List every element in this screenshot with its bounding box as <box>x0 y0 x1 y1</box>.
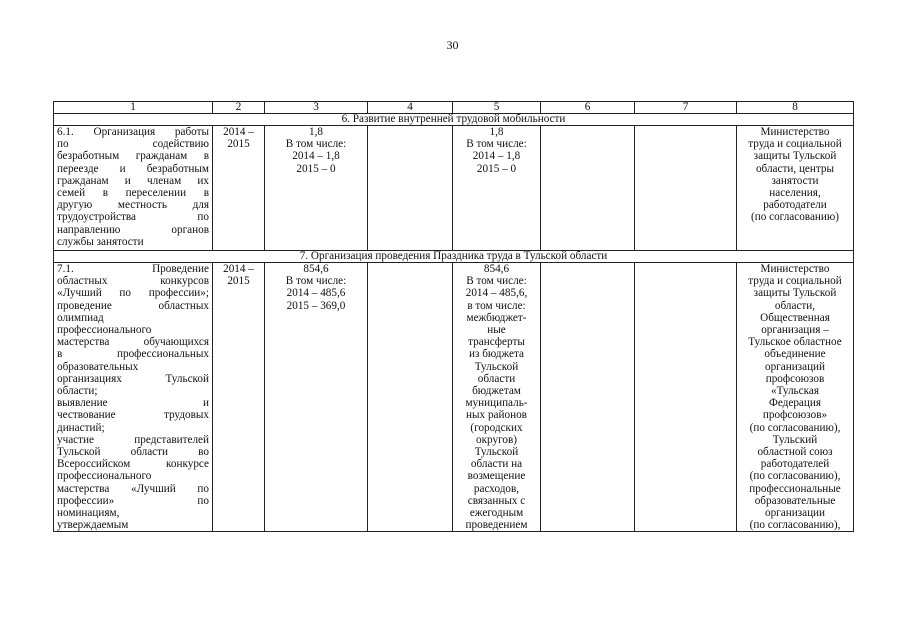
empty-cell <box>541 263 635 532</box>
text-line: 2014 – 1,8 <box>292 150 340 163</box>
text-line: трансферты <box>468 336 525 349</box>
text-line: труда и социальной <box>748 138 842 151</box>
text-line: В том числе: <box>285 275 347 288</box>
text-line: Общественная <box>760 311 830 324</box>
text-line: 2015 – 0 <box>296 162 336 175</box>
section-title-row <box>54 114 854 126</box>
text-line: занятости <box>771 174 819 187</box>
text-line: ежегодным <box>469 507 524 520</box>
text-line: работодатели <box>763 199 827 212</box>
period-cell <box>213 126 265 251</box>
text-line: профессиональные <box>749 482 841 495</box>
header-cell: 6 <box>541 102 635 114</box>
text-line: 2015 – 0 <box>476 162 517 175</box>
text-line: объединение <box>764 348 826 361</box>
text-line: образовательные <box>754 494 836 507</box>
measure-description-cell <box>54 126 213 251</box>
text-line: 2014 – 485,6 <box>286 287 346 300</box>
text-line: 2015 <box>227 138 250 151</box>
text-line: чествование трудовых <box>57 409 209 422</box>
text-line: проведение областных <box>57 299 209 312</box>
period-cell <box>213 263 265 532</box>
text-line: областной союз <box>757 446 833 459</box>
text-line: 2014 – <box>223 263 254 275</box>
text-line: Тульской области во <box>57 446 209 459</box>
page-number: 30 <box>446 38 459 52</box>
text-line: ных районов <box>466 409 527 422</box>
text-line: 2014 – 1,8 <box>472 150 521 163</box>
text-line: В том числе: <box>466 275 527 288</box>
text-line: направлению органов <box>57 223 209 236</box>
text-line: проведением <box>465 519 528 532</box>
text-line: семей в переселении в <box>57 187 209 200</box>
responsible-cell <box>737 263 854 532</box>
empty-cell <box>368 263 453 532</box>
text-line: мастерства обучающихся <box>57 336 209 349</box>
text-line: Тульской <box>474 360 519 373</box>
text-line: (по согласованию), <box>749 421 841 434</box>
text-line: защиты Тульской <box>753 287 837 300</box>
text-line: 854,6 <box>303 263 329 275</box>
total-funding-cell <box>265 126 368 251</box>
header-cell: 1 <box>54 102 213 114</box>
text-line: безработным гражданам в <box>57 150 209 163</box>
text-line: Всероссийском конкурсе <box>57 458 209 471</box>
header-cell: 8 <box>737 102 854 114</box>
text-line: Министерство <box>760 126 830 138</box>
header-cell: 2 <box>213 102 265 114</box>
text-line: 1,8 <box>489 126 504 138</box>
text-line: труда и социальной <box>748 275 842 288</box>
text-line: организациях Тульской <box>57 372 209 385</box>
total-funding-cell <box>265 263 368 532</box>
text-line: олимпиад <box>57 311 104 324</box>
empty-cell <box>368 126 453 251</box>
text-line: области, <box>774 299 816 312</box>
text-line: организация – <box>761 324 829 337</box>
text-line: утверждаемым <box>57 519 129 532</box>
text-line: В том числе: <box>466 138 527 151</box>
text-line: мастерства «Лучший по <box>57 482 209 495</box>
text-line: (по согласованию), <box>749 470 841 483</box>
regional-funding-cell <box>453 263 541 532</box>
text-line: 854,6 <box>483 263 510 275</box>
text-line: организаций <box>764 360 826 373</box>
text-line: работодателей <box>760 458 830 471</box>
header-cell: 3 <box>265 102 368 114</box>
text-line: защиты Тульской <box>753 150 837 163</box>
text-line: (по согласованию) <box>751 211 839 224</box>
empty-cell <box>635 263 737 532</box>
text-line: организации <box>764 507 826 520</box>
text-line: области <box>477 372 516 385</box>
text-line: профессионального <box>57 470 152 483</box>
text-line: профессионального <box>57 324 152 337</box>
text-line: профсоюзов» <box>762 409 828 422</box>
header-cell: 7 <box>635 102 737 114</box>
text-line: из бюджета <box>469 348 524 361</box>
text-line: возмещение <box>467 470 526 483</box>
text-line: Тульское областное <box>748 336 842 349</box>
text-line: 2015 – 369,0 <box>286 299 346 312</box>
text-line: по содействию <box>57 138 209 151</box>
text-line: выявление и <box>57 397 209 410</box>
text-line: другую местность для <box>57 199 209 212</box>
text-line: области, центры <box>755 162 835 175</box>
section-title-row <box>54 251 854 263</box>
text-line: связанных с <box>467 494 526 507</box>
text-line: областных конкурсов <box>57 275 209 288</box>
text-line: Тульский <box>772 433 818 446</box>
text-line: Тульской <box>474 446 519 459</box>
text-line: службы занятости <box>57 235 144 248</box>
text-line: 6.1. Организация работы <box>57 126 209 138</box>
table-row <box>54 263 854 532</box>
text-line: Министерство <box>760 263 830 275</box>
text-line: В том числе: <box>285 138 347 151</box>
text-line: в профессиональных <box>57 348 209 361</box>
text-line: в том числе: <box>467 299 526 312</box>
text-line: участие представителей <box>57 433 209 446</box>
header-cell: 5 <box>453 102 541 114</box>
responsible-cell <box>737 126 854 251</box>
regional-funding-cell <box>453 126 541 251</box>
text-line: населения, <box>769 187 821 200</box>
empty-cell <box>541 126 635 251</box>
section-6-title: 6. Развитие внутренней трудовой мобильности <box>54 114 854 126</box>
text-line: межбюджет- <box>466 311 527 324</box>
text-line: округов) <box>476 433 517 446</box>
text-line: трудоустройства по <box>57 211 209 224</box>
text-line: профсоюзов <box>765 372 825 385</box>
section-7-title: 7. Организация проведения Праздника труда в Тульской области <box>54 251 854 263</box>
text-line: «Тульская <box>771 385 819 398</box>
table-header-row <box>54 102 854 114</box>
text-line: (по согласованию), <box>749 519 841 532</box>
text-line: гражданам и членам их <box>57 174 209 187</box>
text-line: (городских <box>470 421 523 434</box>
text-line: 2014 – 485,6, <box>465 287 528 300</box>
header-cell: 4 <box>368 102 453 114</box>
table-row <box>54 126 854 251</box>
text-line: области на <box>470 458 523 471</box>
text-line: Федерация <box>769 397 821 410</box>
text-line: 2014 – <box>223 126 254 138</box>
program-table <box>53 101 854 532</box>
empty-cell <box>635 126 737 251</box>
text-line: 2015 <box>227 275 250 288</box>
text-line: бюджетам <box>472 385 521 398</box>
text-line: расходов, <box>473 482 520 495</box>
text-line: области; <box>57 385 98 398</box>
text-line: переезде и безработным <box>57 162 209 175</box>
text-line: ные <box>487 324 506 337</box>
text-line: «Лучший по профессии»; <box>57 287 209 300</box>
text-line: номинациям, <box>57 507 120 520</box>
measure-description-cell <box>54 263 213 532</box>
text-line: 7.1. Проведение <box>57 263 209 275</box>
text-line: образовательных <box>57 360 139 373</box>
text-line: муниципаль- <box>465 397 528 410</box>
text-line: династий; <box>57 421 105 434</box>
text-line: 1,8 <box>309 126 323 138</box>
text-line: профессии» по <box>57 494 209 507</box>
